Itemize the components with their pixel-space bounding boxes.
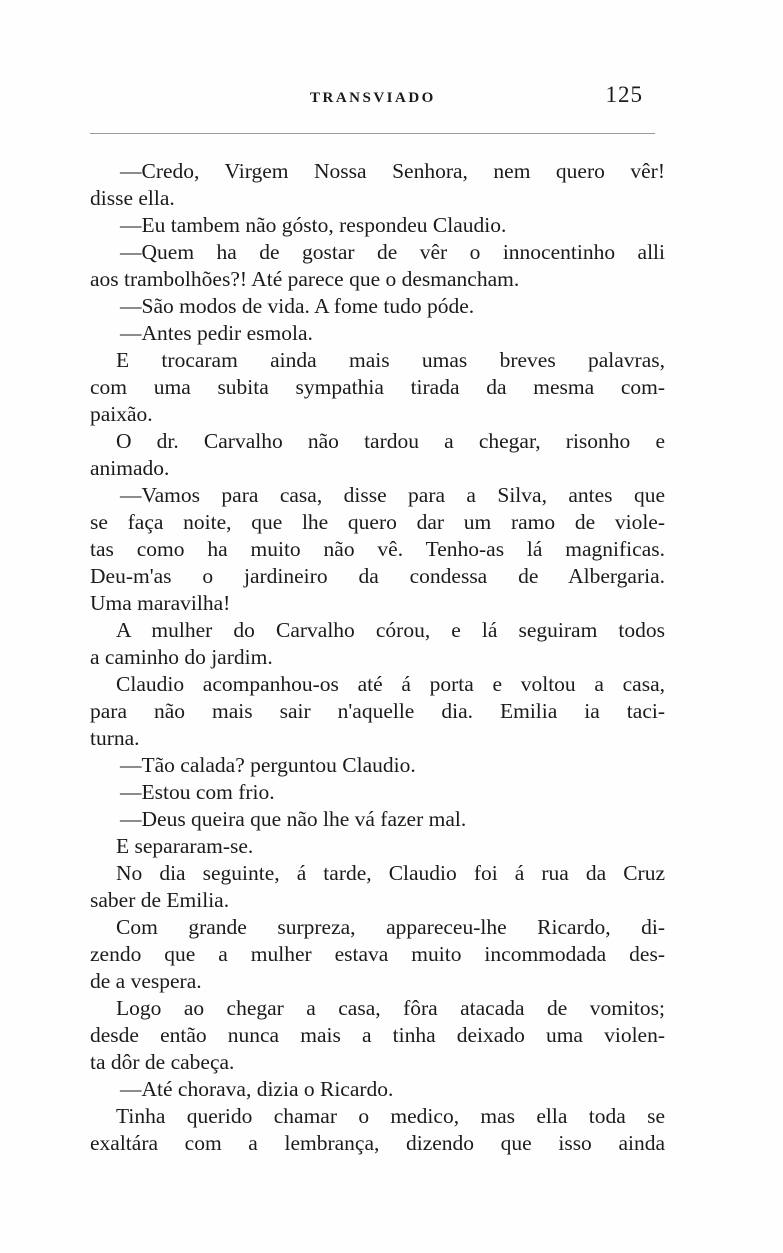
text-line: Logo ao chegar a casa, fôra atacada de vomitos;: [116, 996, 665, 1020]
text-line: aos trambolhões?! Até parece que o desmancham.: [90, 267, 520, 291]
text-line: —Quem ha de gostar de vêr o innocentinho alli: [120, 240, 665, 264]
text-line: —Vamos para casa, disse para a Silva, antes que: [120, 483, 665, 507]
text-line: exaltára com a lembrança, dizendo que isso ainda: [90, 1131, 665, 1155]
text-line: com uma subita sympathia tirada da mesma com-: [90, 375, 665, 399]
body-text: [90, 158, 665, 1157]
text-line: zendo que a mulher estava muito incommodada des-: [90, 942, 665, 966]
text-line: —Antes pedir esmola.: [120, 321, 313, 345]
text-line: Com grande surpreza, appareceu-lhe Ricardo, di-: [116, 915, 665, 939]
page-number: 125: [605, 82, 643, 107]
text-line: A mulher do Carvalho córou, e lá seguiram todos: [116, 618, 665, 642]
text-line: —São modos de vida. A fome tudo póde.: [120, 294, 475, 318]
text-line: —Estou com frio.: [120, 780, 275, 804]
text-line: paixão.: [90, 402, 153, 426]
text-line: —Deus queira que não lhe vá fazer mal.: [120, 807, 467, 831]
text-line: O dr. Carvalho não tardou a chegar, risonho e: [116, 429, 665, 453]
text-line: para não mais sair n'aquelle dia. Emilia ia taci-: [90, 699, 665, 723]
text-line: No dia seguinte, á tarde, Claudio foi á rua da Cruz: [116, 861, 665, 885]
text-line: —Credo, Virgem Nossa Senhora, nem quero vêr!: [120, 159, 665, 183]
text-line: disse ella.: [90, 186, 175, 210]
text-line: se faça noite, que lhe quero dar um ramo de viole-: [90, 510, 665, 534]
text-line: turna.: [90, 726, 140, 750]
text-line: E separaram-se.: [116, 834, 254, 858]
text-line: —Tão calada? perguntou Claudio.: [120, 753, 416, 777]
text-line: ta dôr de cabeça.: [90, 1050, 235, 1074]
text-line: desde então nunca mais a tinha deixado uma violen-: [90, 1023, 665, 1047]
text-line: animado.: [90, 456, 170, 480]
text-line: —Eu tambem não gósto, respondeu Claudio.: [120, 213, 507, 237]
text-line: a caminho do jardim.: [90, 645, 273, 669]
text-line: de a vespera.: [90, 969, 202, 993]
header-rule: [90, 133, 655, 134]
text-line: —Até chorava, dizia o Ricardo.: [120, 1077, 394, 1101]
text-line: Claudio acompanhou-os até á porta e voltou a casa,: [116, 672, 665, 696]
page-header: [90, 80, 665, 120]
text-line: saber de Emilia.: [90, 888, 230, 912]
text-line: Tinha querido chamar o medico, mas ella toda se: [116, 1104, 665, 1128]
text-line: E trocaram ainda mais umas breves palavras,: [116, 348, 665, 372]
text-line: Uma maravilha!: [90, 591, 231, 615]
text-line: tas como ha muito não vê. Tenho-as lá magnificas.: [90, 537, 665, 561]
text-line: Deu-m'as o jardineiro da condessa de Albergaria.: [90, 564, 665, 588]
running-title: TRANSVIADO: [310, 90, 436, 106]
